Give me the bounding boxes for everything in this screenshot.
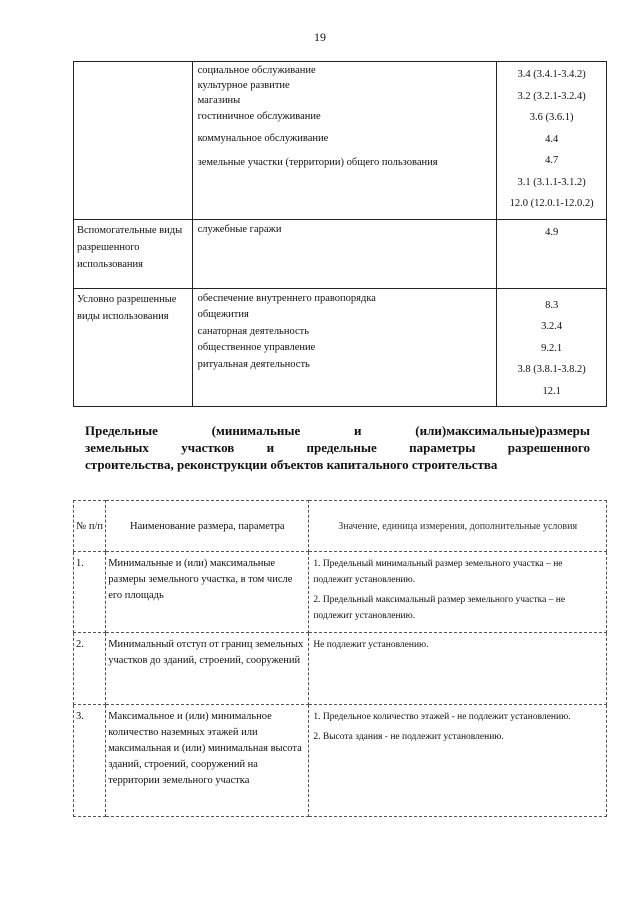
table-header-row [74, 501, 607, 552]
use-code: 4.4 [545, 133, 559, 145]
row-value [309, 552, 607, 633]
use-item: коммунальное обслуживание [197, 132, 329, 144]
table-row [74, 705, 607, 817]
heading-line: Предельные (минимальные и (или)максимальные)размеры [85, 423, 590, 438]
category-label: Вспомогательные виды разрешенного использования [74, 219, 193, 288]
table-row [74, 552, 607, 633]
use-item: общежития [197, 309, 249, 320]
use-code: 3.4 (3.4.1-3.4.2) [517, 69, 586, 80]
page-number: 19 [314, 30, 326, 44]
value-line: 2. Предельный максимальный размер земельного участка – не подлежит установлению. [313, 595, 566, 621]
table-row-auxiliary-uses [74, 219, 607, 288]
parameters-table [73, 500, 607, 817]
use-code: 9.2.1 [541, 342, 563, 354]
header-value: Значение, единица измерения, дополнительные условия [309, 501, 607, 552]
use-code: 3.1 (3.1.1-3.1.2) [517, 176, 586, 188]
row-param: Минимальные и (или) максимальные размеры земельного участка, в том числе его площадь [106, 552, 309, 633]
row-num: 3. [74, 705, 106, 817]
row-value [309, 705, 607, 817]
uses-cell [192, 288, 497, 407]
heading-line: строительства, реконструкции объектов капитального строительства [85, 457, 498, 472]
uses-cell [192, 219, 497, 288]
use-code: 3.2 (3.2.1-3.2.4) [517, 90, 586, 102]
use-code: 3.6 (3.6.1) [529, 112, 574, 123]
row-value [309, 633, 607, 705]
use-item: обеспечение внутреннего правопорядка [197, 292, 376, 304]
header-param: Наименование размера, параметра [106, 501, 309, 552]
heading-line: земельных участков и предельные параметры разрешенного [85, 440, 590, 455]
value-line: 2. Высота здания - не подлежит установлению. [313, 732, 504, 742]
value-line: 1. Предельное количество этажей - не подлежит установлению. [313, 712, 571, 722]
use-item: гостиничное обслуживание [197, 110, 321, 122]
value-line: 1. Предельный минимальный размер земельного участка – не подлежит установлению. [313, 559, 563, 585]
row-param: Минимальный отступ от границ земельных участков до зданий, строений, сооружений [106, 633, 309, 705]
use-code: 8.3 [545, 299, 559, 311]
row-num: 2. [74, 633, 106, 705]
uses-cell [192, 62, 497, 220]
use-code: 3.2.4 [541, 321, 563, 332]
table-row-conditional-uses [74, 288, 607, 407]
use-code: 4.7 [545, 155, 559, 166]
row-num: 1. [74, 552, 106, 633]
use-item: общественное управление [197, 342, 316, 353]
header-num: № п/п [74, 501, 106, 552]
use-item: магазины [197, 95, 241, 107]
codes-cell [497, 62, 607, 220]
permitted-uses-table [73, 61, 607, 407]
use-item: служебные гаражи [197, 223, 282, 235]
use-item: ритуальная деятельность [197, 358, 310, 370]
use-code: 12.0 (12.0.1-12.0.2) [509, 198, 594, 209]
use-item: социальное обслуживание [197, 65, 316, 76]
category-label: Условно разрешенные виды использования [74, 288, 193, 407]
use-item: культурное развитие [197, 80, 290, 92]
use-item: санаторная деятельность [197, 325, 310, 337]
table-row [74, 633, 607, 705]
use-item: земельные участки (территории) общего пользования [197, 157, 438, 169]
use-code: 4.9 [545, 226, 559, 238]
use-code: 12.1 [542, 385, 561, 397]
row-param: Максимальное и (или) минимальное количество наземных этажей или максимальная и (или) минимальная высота зданий, строений, сооружений на территории земельного участка [106, 705, 309, 817]
codes-cell [497, 219, 607, 288]
table-row-main-uses [74, 62, 607, 220]
category-cell-empty [74, 62, 193, 220]
use-code: 3.8 (3.8.1-3.8.2) [517, 364, 586, 375]
value-line: Не подлежит установлению. [313, 640, 429, 650]
section-heading [85, 422, 590, 473]
codes-cell [497, 288, 607, 407]
